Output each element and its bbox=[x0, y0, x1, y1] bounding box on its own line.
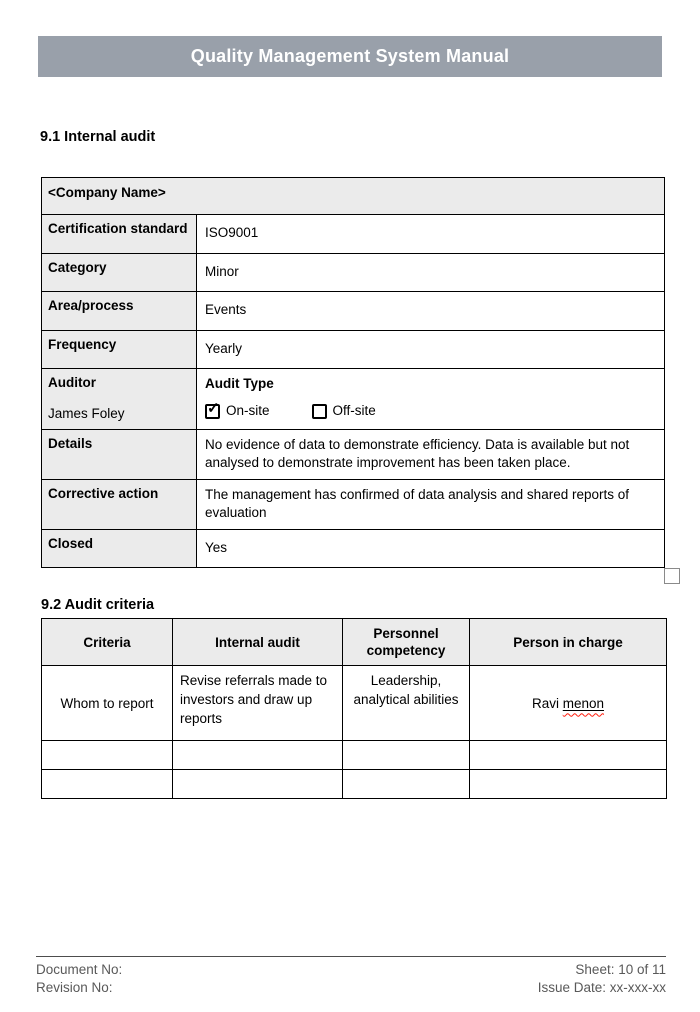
table-header-row bbox=[42, 619, 667, 666]
person-in-charge-cell bbox=[470, 666, 667, 741]
person-name-prefix: Ravi bbox=[531, 695, 563, 711]
certification-standard-label: Certification standard bbox=[42, 215, 197, 254]
internal-audit-table bbox=[41, 177, 665, 568]
table-row bbox=[42, 292, 665, 331]
closed-label: Closed bbox=[42, 530, 197, 568]
off-site-label: Off-site bbox=[332, 403, 376, 418]
criteria-header: Criteria bbox=[42, 619, 173, 666]
sheet-number: Sheet: 10 of 11 bbox=[575, 962, 666, 977]
on-site-checkbox-checked[interactable] bbox=[205, 399, 220, 419]
auditor-name: James Foley bbox=[48, 406, 125, 421]
document-title: Quality Management System Manual bbox=[190, 46, 510, 66]
personnel-competency-header: Personnel competency bbox=[343, 619, 470, 666]
area-process-label: Area/process bbox=[42, 292, 197, 331]
internal-audit-header: Internal audit bbox=[173, 619, 343, 666]
person-name-misspelled: menon bbox=[562, 695, 605, 711]
certification-standard-value: ISO9001 bbox=[197, 215, 665, 254]
table-row bbox=[42, 331, 665, 369]
table-resize-handle bbox=[664, 568, 680, 584]
footer-right bbox=[538, 961, 666, 997]
closed-value: Yes bbox=[197, 530, 665, 568]
check-mark-icon: ✓ bbox=[207, 399, 220, 417]
off-site-option bbox=[312, 402, 376, 420]
frequency-label: Frequency bbox=[42, 331, 197, 369]
on-site-option bbox=[205, 399, 270, 420]
table-row bbox=[42, 666, 667, 741]
table-row bbox=[42, 254, 665, 292]
table-row-empty bbox=[42, 770, 667, 799]
table-row bbox=[42, 530, 665, 568]
document-title-bar bbox=[38, 36, 662, 77]
table-row bbox=[42, 369, 665, 430]
footer-left bbox=[36, 961, 122, 997]
audit-type-label: Audit Type bbox=[205, 376, 274, 391]
table-row-empty bbox=[42, 741, 667, 770]
section-heading-audit-criteria: 9.2 Audit criteria bbox=[41, 597, 155, 613]
issue-date: Issue Date: xx-xxx-xx bbox=[537, 980, 666, 995]
area-process-value: Events bbox=[197, 292, 665, 331]
table-row bbox=[42, 480, 665, 530]
audit-type-cell bbox=[197, 369, 665, 430]
on-site-label: On-site bbox=[226, 403, 270, 418]
page-footer bbox=[36, 956, 666, 997]
table-row bbox=[42, 215, 665, 254]
audit-criteria-table bbox=[41, 618, 667, 799]
corrective-action-label: Corrective action bbox=[42, 480, 197, 530]
revision-no-label: Revision No: bbox=[36, 980, 113, 995]
internal-audit-cell: Revise referrals made to investors and draw up reports bbox=[173, 666, 343, 741]
personnel-competency-cell: Leadership, analytical abilities bbox=[343, 666, 470, 741]
auditor-label: Auditor bbox=[48, 375, 96, 390]
auditor-cell bbox=[42, 369, 197, 430]
table-row bbox=[42, 430, 665, 480]
company-name-cell: <Company Name> bbox=[42, 178, 665, 215]
section-heading-internal-audit: 9.1 Internal audit bbox=[40, 129, 156, 145]
category-value: Minor bbox=[197, 254, 665, 292]
person-in-charge-header: Person in charge bbox=[470, 619, 667, 666]
audit-type-options bbox=[205, 399, 656, 420]
off-site-checkbox-unchecked[interactable] bbox=[312, 404, 327, 419]
criteria-cell: Whom to report bbox=[42, 666, 173, 741]
details-value: No evidence of data to demonstrate efficiency. Data is available but not analysed to demonstrate improvement has been taken place. bbox=[197, 430, 665, 480]
corrective-action-value: The management has confirmed of data analysis and shared reports of evaluation bbox=[197, 480, 665, 530]
details-label: Details bbox=[42, 430, 197, 480]
table-row bbox=[42, 178, 665, 215]
category-label: Category bbox=[42, 254, 197, 292]
document-no-label: Document No: bbox=[36, 962, 123, 977]
frequency-value: Yearly bbox=[197, 331, 665, 369]
